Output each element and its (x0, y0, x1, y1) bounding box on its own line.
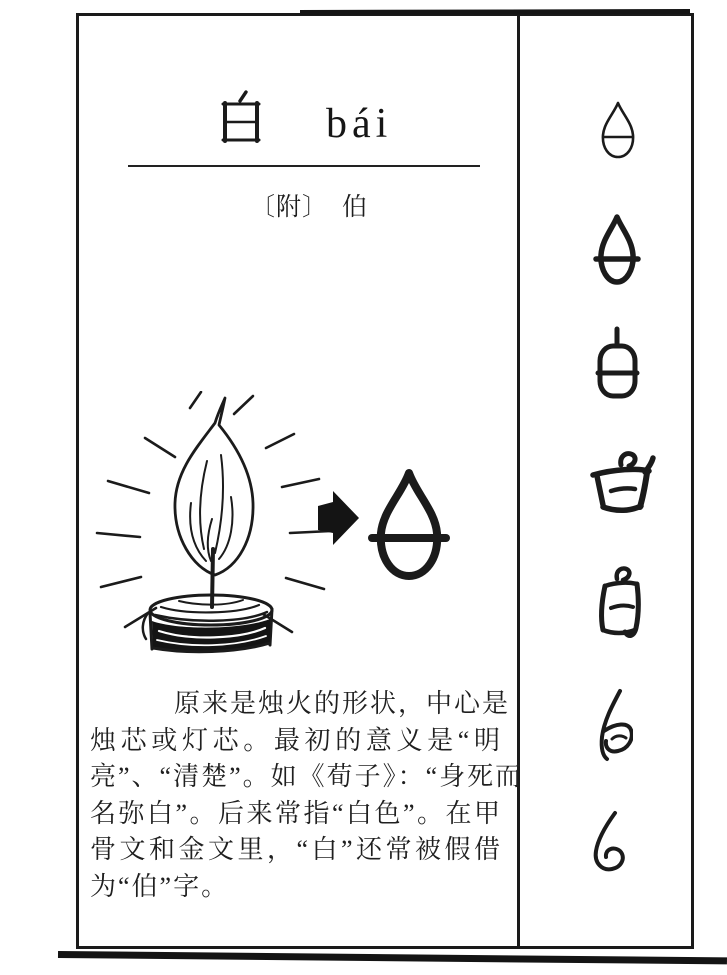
clerical-script-form-glyph (585, 450, 657, 516)
bronze-form-glyph (593, 212, 641, 290)
oracle-bone-form-glyph (596, 100, 640, 162)
wick (212, 549, 213, 607)
scan-artifact-top-edge (300, 9, 690, 15)
running-script-form-glyph (585, 688, 633, 768)
variant-character: 伯 (342, 194, 369, 221)
cursive-script-form-glyph (586, 810, 630, 874)
pinyin: bái (326, 101, 393, 147)
etymology-paragraph (90, 686, 524, 905)
page-frame (76, 13, 694, 949)
flame-inner-lines (190, 455, 232, 561)
etymology-line: 烛芯或灯芯。最初的意义是“明 (90, 725, 502, 755)
scan-artifact-bottom-edge (58, 951, 727, 964)
etymology-line: 原来是烛火的形状，中心是 (174, 689, 511, 718)
variant-row (250, 193, 368, 223)
seal-script-form-glyph (594, 326, 640, 404)
entry-panel (79, 16, 524, 946)
etymology-line: 名弥白”。后来常指“白色”。在甲 (90, 798, 502, 828)
etymology-line: 亮”、“清楚”。如《荀子》：“身死而 (90, 762, 524, 791)
headword-character-glyph (218, 90, 264, 144)
script-evolution-column (520, 16, 691, 946)
regular-script-form-glyph (589, 566, 647, 642)
variant-label: 〔附〕 (250, 194, 329, 221)
right-arrow-icon (318, 489, 360, 547)
title-divider-rule (128, 165, 480, 167)
ancient-form-glyph (368, 466, 450, 598)
etymology-line: 骨文和金文里，“白”还常被假借 (90, 835, 502, 864)
etymology-line: 为“伯”字。 (90, 871, 230, 901)
